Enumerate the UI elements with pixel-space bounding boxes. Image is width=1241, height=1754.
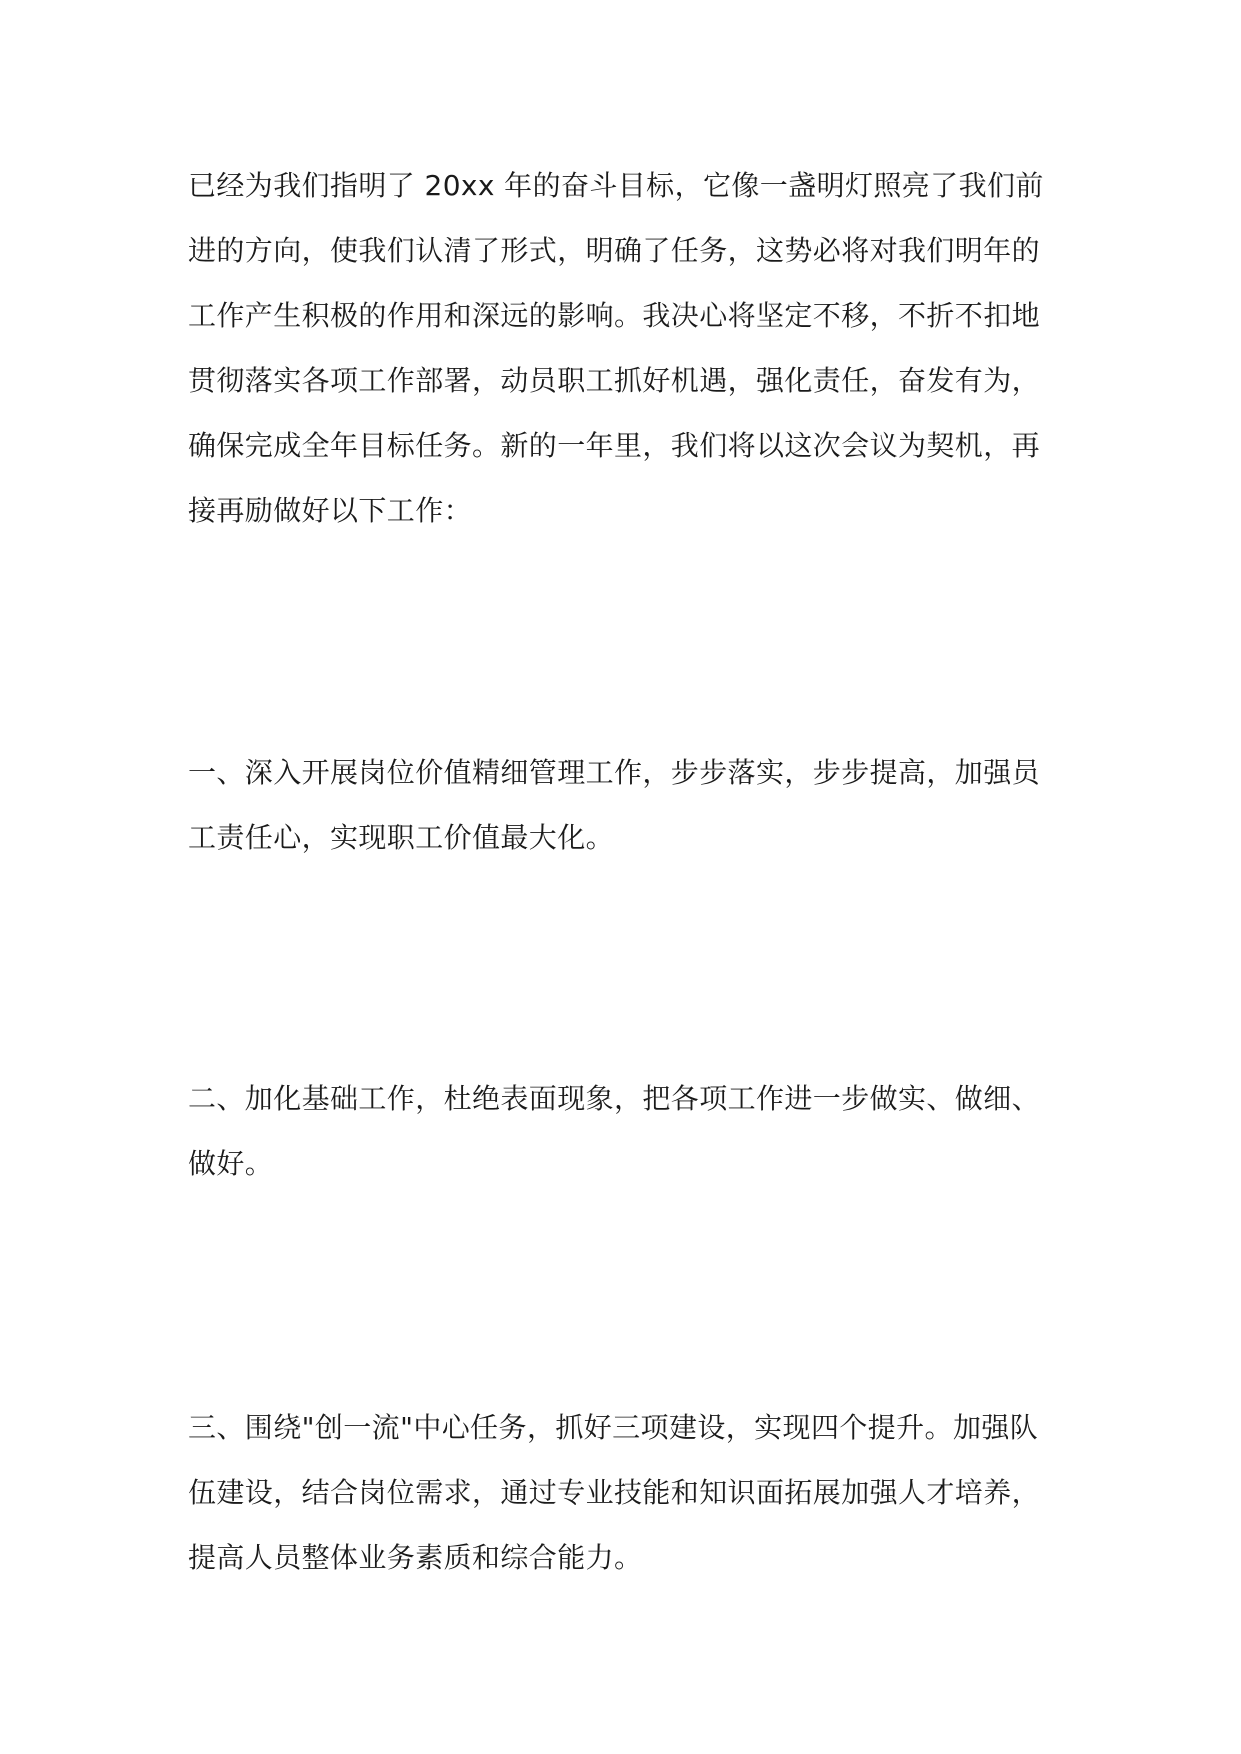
paragraph-intro [188,153,1083,543]
text-line: 已经为我们指明了 20xx 年的奋斗目标，它像一盏明灯照亮了我们前 [188,169,1044,202]
text-line: 工责任心，实现职工价值最大化。 [188,821,615,854]
text-line: 三、围绕"创一流"中心任务，抓好三项建设，实现四个提升。加强队 [188,1411,1039,1444]
paragraph-item-1 [188,740,1083,870]
text-line: 工作产生积极的作用和深远的影响。我决心将坚定不移，不折不扣地 [188,299,1041,332]
text-line: 进的方向，使我们认清了形式，明确了任务，这势必将对我们明年的 [188,234,1041,267]
text-line: 提高人员整体业务素质和综合能力。 [188,1541,643,1574]
text-line: 贯彻落实各项工作部署，动员职工抓好机遇，强化责任，奋发有为， [188,364,1041,397]
text-line: 做好。 [188,1147,274,1180]
text-line: 接再励做好以下工作： [188,494,473,527]
text-line: 一、深入开展岗位价值精细管理工作，步步落实，步步提高，加强员 [188,756,1041,789]
paragraph-item-3 [188,1395,1083,1590]
paragraph-item-2 [188,1066,1083,1196]
text-line: 确保完成全年目标任务。新的一年里，我们将以这次会议为契机，再 [188,429,1041,462]
text-line: 伍建设，结合岗位需求，通过专业技能和知识面拓展加强人才培养， [188,1476,1041,1509]
text-line: 二、加化基础工作，杜绝表面现象，把各项工作进一步做实、做细、 [188,1082,1041,1115]
